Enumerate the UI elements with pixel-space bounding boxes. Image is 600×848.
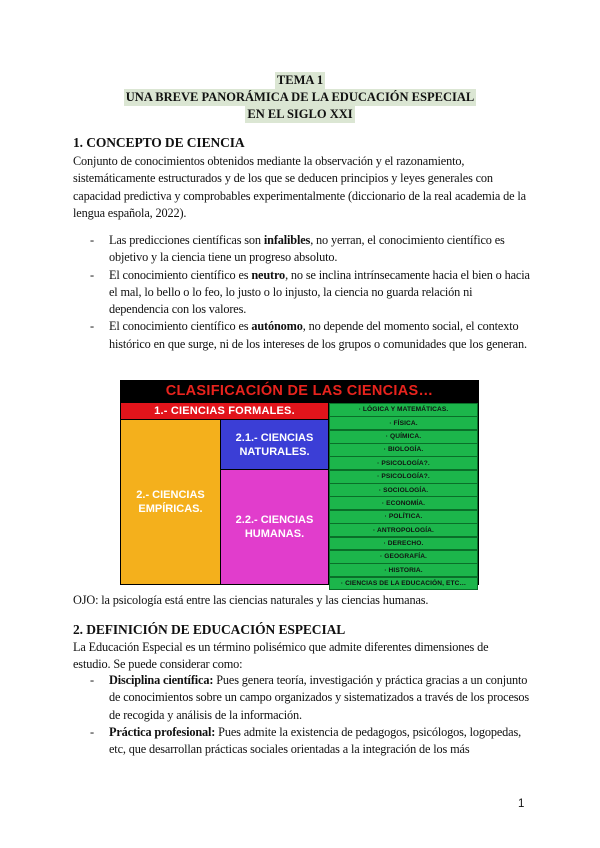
discipline-item: · GEOGRAFÍA. [329,550,478,564]
discipline-item: · ANTROPOLOGÍA. [329,523,478,537]
discipline-item: · ECONOMÍA. [329,496,478,510]
discipline-item: · CIENCIAS DE LA EDUCACIÓN, ETC… [329,577,478,591]
discipline-item: · FÍSICA. [329,416,478,430]
bold-term: autónomo [251,319,303,334]
list-item: - El conocimiento científico es neutro, no se inclina intrínsecamente hacia el bien o hacia el mal, lo bello o lo feo, lo justo o lo injusto, la ciencia no guarda relación ni dependencia con los valores. [90,267,530,317]
special-education-intro: La Educación Especial es un término polisémico que admite diferentes dimensiones de estudio. Se puede considerar como: [73,640,489,672]
discipline-item: · PSICOLOGÍA?. [329,470,478,484]
list-item: - El conocimiento científico es autónomo, no depende del momento social, el contexto histórico en que surge, ni de los intereses de los grupos o comunidades que los generan. [90,319,527,351]
discipline-item: · BIOLOGÍA. [329,443,478,457]
special-education-dimensions-list [90,672,530,758]
bold-term: neutro [251,267,286,282]
human-sciences-box: 2.2.- CIENCIAS HUMANAS. [221,470,328,584]
list-item: - Las predicciones científicas son infalibles, no yerran, el conocimiento científico es objetivo y la ciencia tiene un progreso absoluto. [90,233,505,265]
title-line-1: TEMA 1 [276,73,324,87]
list-item: - Práctica profesional: Pues admite la existencia de pedagogos, psicólogos, logopedas, etc, que desarrollan prácticas sociales orientadas a la integración de los más [90,724,522,757]
discipline-item: · SOCIOLOGÍA. [329,483,478,497]
document-title [0,71,600,122]
empirical-sciences-box: 2.- CIENCIAS EMPÍRICAS. [121,420,220,584]
list-item: - Disciplina científica: Pues genera teoría, investigación y práctica gracias a un conjunto de conocimientos sobre un campo organizados y sistematizados a través de los procesos de recogida y análisis de la información. [90,673,530,722]
title-line-3: EN EL SIGLO XXI [247,107,353,121]
page-number: 1 [518,798,525,810]
natural-sciences-box: 2.1.- CIENCIAS NATURALES. [221,420,328,469]
section-2-heading: 2. DEFINICIÓN DE EDUCACIÓN ESPECIAL [73,622,346,637]
bold-term: infalibles [263,233,311,247]
discipline-item: · POLÍTICA. [329,510,478,524]
formal-sciences-box: 1.- CIENCIAS FORMALES. [121,403,328,419]
figure-title: CLASIFICACIÓN DE LAS CIENCIAS… [165,383,434,399]
bold-term: Práctica profesional: [109,724,216,739]
discipline-item: · DERECHO. [329,537,478,551]
ojo-note: OJO: la psicología está entre las ciencias naturales y las ciencias humanas. [73,593,429,607]
science-definition: Conjunto de conocimientos obtenidos mediante la observación y el razonamiento, sistemáticamente estructurados y de los que se deducen principios y leyes generales con capacidad predictiva y comprobables experimentalmente (diccionario de la real academia de la lengua española, 2022). [73,154,526,220]
title-line-2: UNA BREVE PANORÁMICA DE LA EDUCACIÓN ESPECIAL [125,90,475,104]
discipline-item: · QUÍMICA. [329,430,478,444]
science-classification-figure [120,380,479,585]
discipline-item: · PSICOLOGÍA?. [329,456,478,470]
section-1-heading: 1. CONCEPTO DE CIENCIA [73,135,245,150]
bold-term: Disciplina científica: [109,673,214,687]
discipline-item: · LÓGICA Y MATEMÁTICAS. [329,403,478,417]
science-properties-list [90,232,530,353]
discipline-item: · HISTORIA. [329,563,478,577]
